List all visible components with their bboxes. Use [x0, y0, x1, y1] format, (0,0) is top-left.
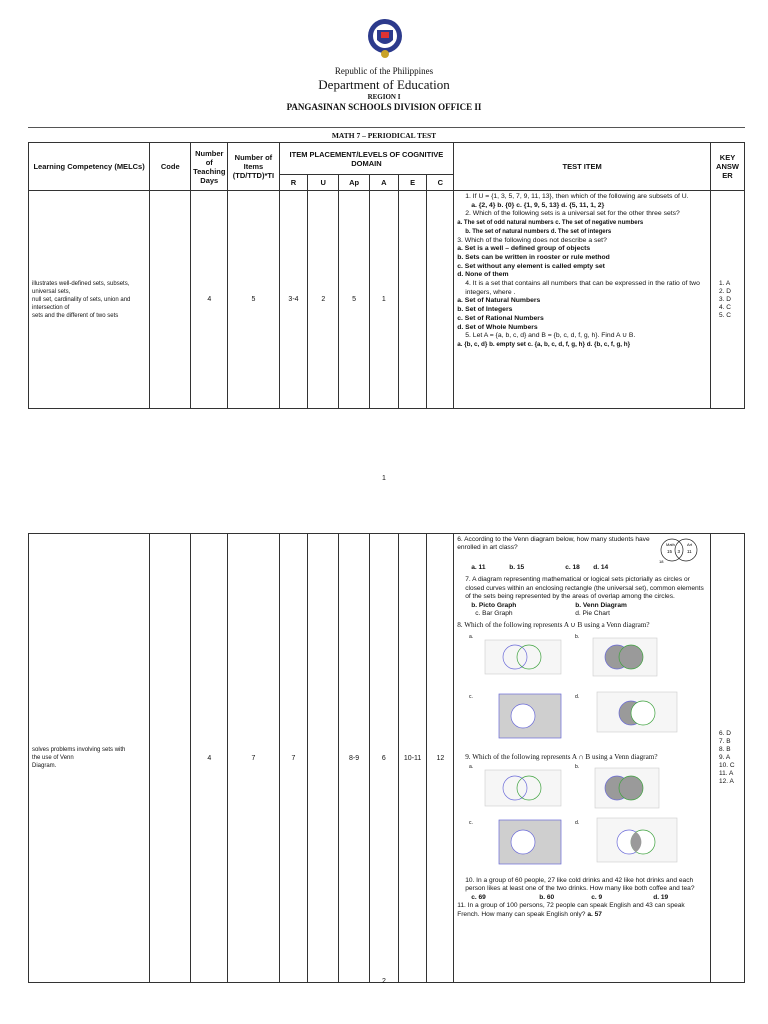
q8-label-d: d.: [575, 693, 580, 700]
republic-line: Republic of the Philippines: [334, 66, 434, 76]
level-ap: Ap: [339, 175, 370, 191]
question-3-c: c. Set without any element is called empty set: [457, 262, 605, 270]
q9-label-b: b.: [575, 763, 580, 770]
u-cell: 2: [308, 191, 339, 409]
question-10-options: c. 69 b. 60 c. 9 d. 19: [471, 893, 669, 901]
level-r: R: [279, 175, 308, 191]
tos-table-page1: [28, 142, 745, 409]
question-5: 5. Let A = {a, b, c, d} and B = {b, c, d, f, g, h}. Find A ∪ B.: [465, 332, 636, 340]
a-cell: 1: [369, 191, 398, 409]
answer-key-cell: 6. D 7. B 8. B 9. A 10. C 11. A 12. A: [711, 534, 745, 983]
q9-label-a: a.: [469, 763, 474, 770]
question-2: 2. Which of the following sets is a universal set for the other three sets?: [465, 210, 680, 218]
venn-diagram-q6: [657, 536, 703, 564]
q8-label-b: b.: [575, 633, 580, 640]
page-number-2: 2: [382, 978, 386, 985]
venn6-math: Math: [666, 542, 676, 547]
a-cell: 6: [369, 534, 398, 983]
page-1: [0, 0, 768, 500]
venn6-outside: 18: [659, 559, 664, 564]
question-5-options: a. {b, c, d} b. empty set c. {a, b, c, d, f, g, h} d. {b, c, f, g, h}: [457, 340, 631, 348]
table-row: [29, 191, 745, 409]
test-items-cell: [454, 191, 711, 409]
header-rule: [28, 127, 745, 128]
r-cell: 7: [279, 534, 308, 983]
u-cell: [308, 534, 339, 983]
question-8: 8. Which of the following represents A ∪ B using a Venn diagram?: [457, 621, 650, 630]
days-cell: 4: [191, 191, 228, 409]
e-cell: 10-11: [398, 534, 427, 983]
q8-label-a: a.: [469, 633, 474, 640]
items-cell: 5: [228, 191, 279, 409]
c-cell: [427, 191, 454, 409]
question-8-venn-options: [457, 630, 697, 750]
question-3: 3. Which of the following does not describe a set?: [457, 236, 607, 244]
col-code: Code: [150, 143, 191, 191]
department-line: Department of Education: [318, 77, 450, 92]
question-1-options: a. {2, 4} b. {0} c. {1, 9, 5, 13} d. {5, 11, 1, 2}: [471, 201, 605, 209]
ap-cell: 5: [339, 191, 370, 409]
test-items-cell: 6. According to the Venn diagram below, how many students have enrolled in art class? Math Art 15 3 11 18 a. 11 b. 15 c. 18 d. 14 7. A diagram representing mathematical or logical sets pictorially as circles or closed curves within an enclosing rectangle (the universal set), common elements of the sets being represented by the areas of overlap among the circles. b. Picto Graph b. Venn Diagram c. Bar Graph d. Pie Chart 8. Which of the following represents A ∪ B using a Venn diagram? a. b. c. d. 9. Which of the following represents A ∩ B using a Venn diagram? a. b. c. d. 10. In a group of 60 people, 27 like cold drinks and 42 like hot drinks and each person likes at least one of the two drinks. How many like both coffee and tea? c. 69 b. 60 c. 9 d. 19 11. In a group of 100 persons, 72 people can speak English and 43 can speak French. How many can speak English only? a. 57: [454, 534, 711, 983]
test-title: MATH 7 – PERIODICAL TEST: [331, 131, 437, 140]
col-items: Number of Items (TD/TTD)*TI: [228, 143, 279, 191]
question-6: 6. According to the Venn diagram below, how many students have enrolled in art class? Math Art 15 3 11 18: [457, 536, 707, 564]
question-4-b: b. Set of Integers: [457, 306, 513, 314]
r-cell: 3-4: [279, 191, 308, 409]
question-11: 11. In a group of 100 persons, 72 people can speak English and 43 can speak French. How many can speak English only? a. 57: [457, 902, 685, 918]
question-3-a: a. Set is a well – defined group of objects: [457, 245, 591, 253]
question-4: 4. It is a set that contains all numbers that can be expressed in the ratio of two integers, where .: [465, 280, 700, 296]
venn6-art: Art: [687, 542, 693, 547]
col-placement: ITEM PLACEMENT/LEVELS OF COGNITIVE DOMAIN: [279, 143, 454, 175]
question-3-d: d. None of them: [457, 271, 509, 279]
question-3-b: b. Sets can be written in rooster or rule method: [457, 253, 610, 261]
col-competency: Learning Competency (MELCs): [29, 143, 150, 191]
question-9-venn-options: [457, 762, 697, 874]
items-cell: 7: [228, 534, 279, 983]
question-4-c: c. Set of Rational Numbers: [457, 314, 544, 322]
competency-cell: solves problems involving sets with the use of Venn Diagram.: [29, 534, 150, 983]
code-cell: [150, 534, 191, 983]
q8-label-c: c.: [469, 693, 474, 700]
table-row: [29, 534, 745, 983]
division-line: PANGASINAN SCHOOLS DIVISION OFFICE II: [286, 102, 482, 112]
answer-key-cell: 1. A 2. D 3. D 4. C 5. C: [711, 191, 745, 409]
venn6-mid: 3: [677, 549, 681, 554]
q9-label-d: d.: [575, 819, 580, 826]
question-6-options: a. 11 b. 15 c. 18 d. 14: [471, 564, 609, 571]
question-10: 10. In a group of 60 people, 27 like cold drinks and 42 like hot drinks and each person likes at least one of the two drinks. How many like both coffee and tea?: [465, 877, 695, 893]
question-1: 1. If U = {1, 3, 5, 7, 9, 11, 13}, then which of the following are subsets of U.: [465, 193, 689, 200]
c-cell: 12: [427, 534, 454, 983]
col-days: Number of Teaching Days: [191, 143, 228, 191]
deped-seal: [367, 18, 403, 60]
level-u: U: [308, 175, 339, 191]
q9-label-c: c.: [469, 819, 474, 826]
question-7: 7. A diagram representing mathematical or logical sets pictorially as circles or closed curves within an enclosing rectangle (the universal set), common elements of the sets being represented by the areas of overlap among the circles.: [465, 576, 704, 601]
level-e: E: [398, 175, 427, 191]
question-4-d: d. Set of Whole Numbers: [457, 323, 538, 331]
tos-table-page2: [28, 533, 745, 983]
venn6-right: 11: [687, 549, 692, 554]
competency-cell: illustrates well-defined sets, subsets, universal sets, null set, cardinality of sets, union and intersection of sets and the different of two sets: [29, 191, 150, 409]
col-key: KEY ANSW ER: [711, 143, 745, 191]
question-2-option-a: a. The set of odd natural numbers c. The set of negative numbers: [457, 220, 644, 227]
ap-cell: 8-9: [339, 534, 370, 983]
question-9: 9. Which of the following represents A ∩ B using a Venn diagram?: [465, 753, 658, 762]
venn6-left: 15: [667, 549, 673, 554]
code-cell: [150, 191, 191, 409]
e-cell: [398, 191, 427, 409]
question-2-option-b: b. The set of natural numbers d. The set of integers: [465, 228, 612, 235]
level-a: A: [369, 175, 398, 191]
page-number-1: 1: [382, 475, 386, 482]
question-4-a: a. Set of Natural Numbers: [457, 297, 541, 305]
question-7-options: b. Picto Graph b. Venn Diagram: [471, 601, 627, 609]
level-c: C: [427, 175, 454, 191]
days-cell: 4: [191, 534, 228, 983]
col-test-item: TEST ITEM: [454, 143, 711, 191]
region-line: REGION I: [367, 93, 401, 101]
